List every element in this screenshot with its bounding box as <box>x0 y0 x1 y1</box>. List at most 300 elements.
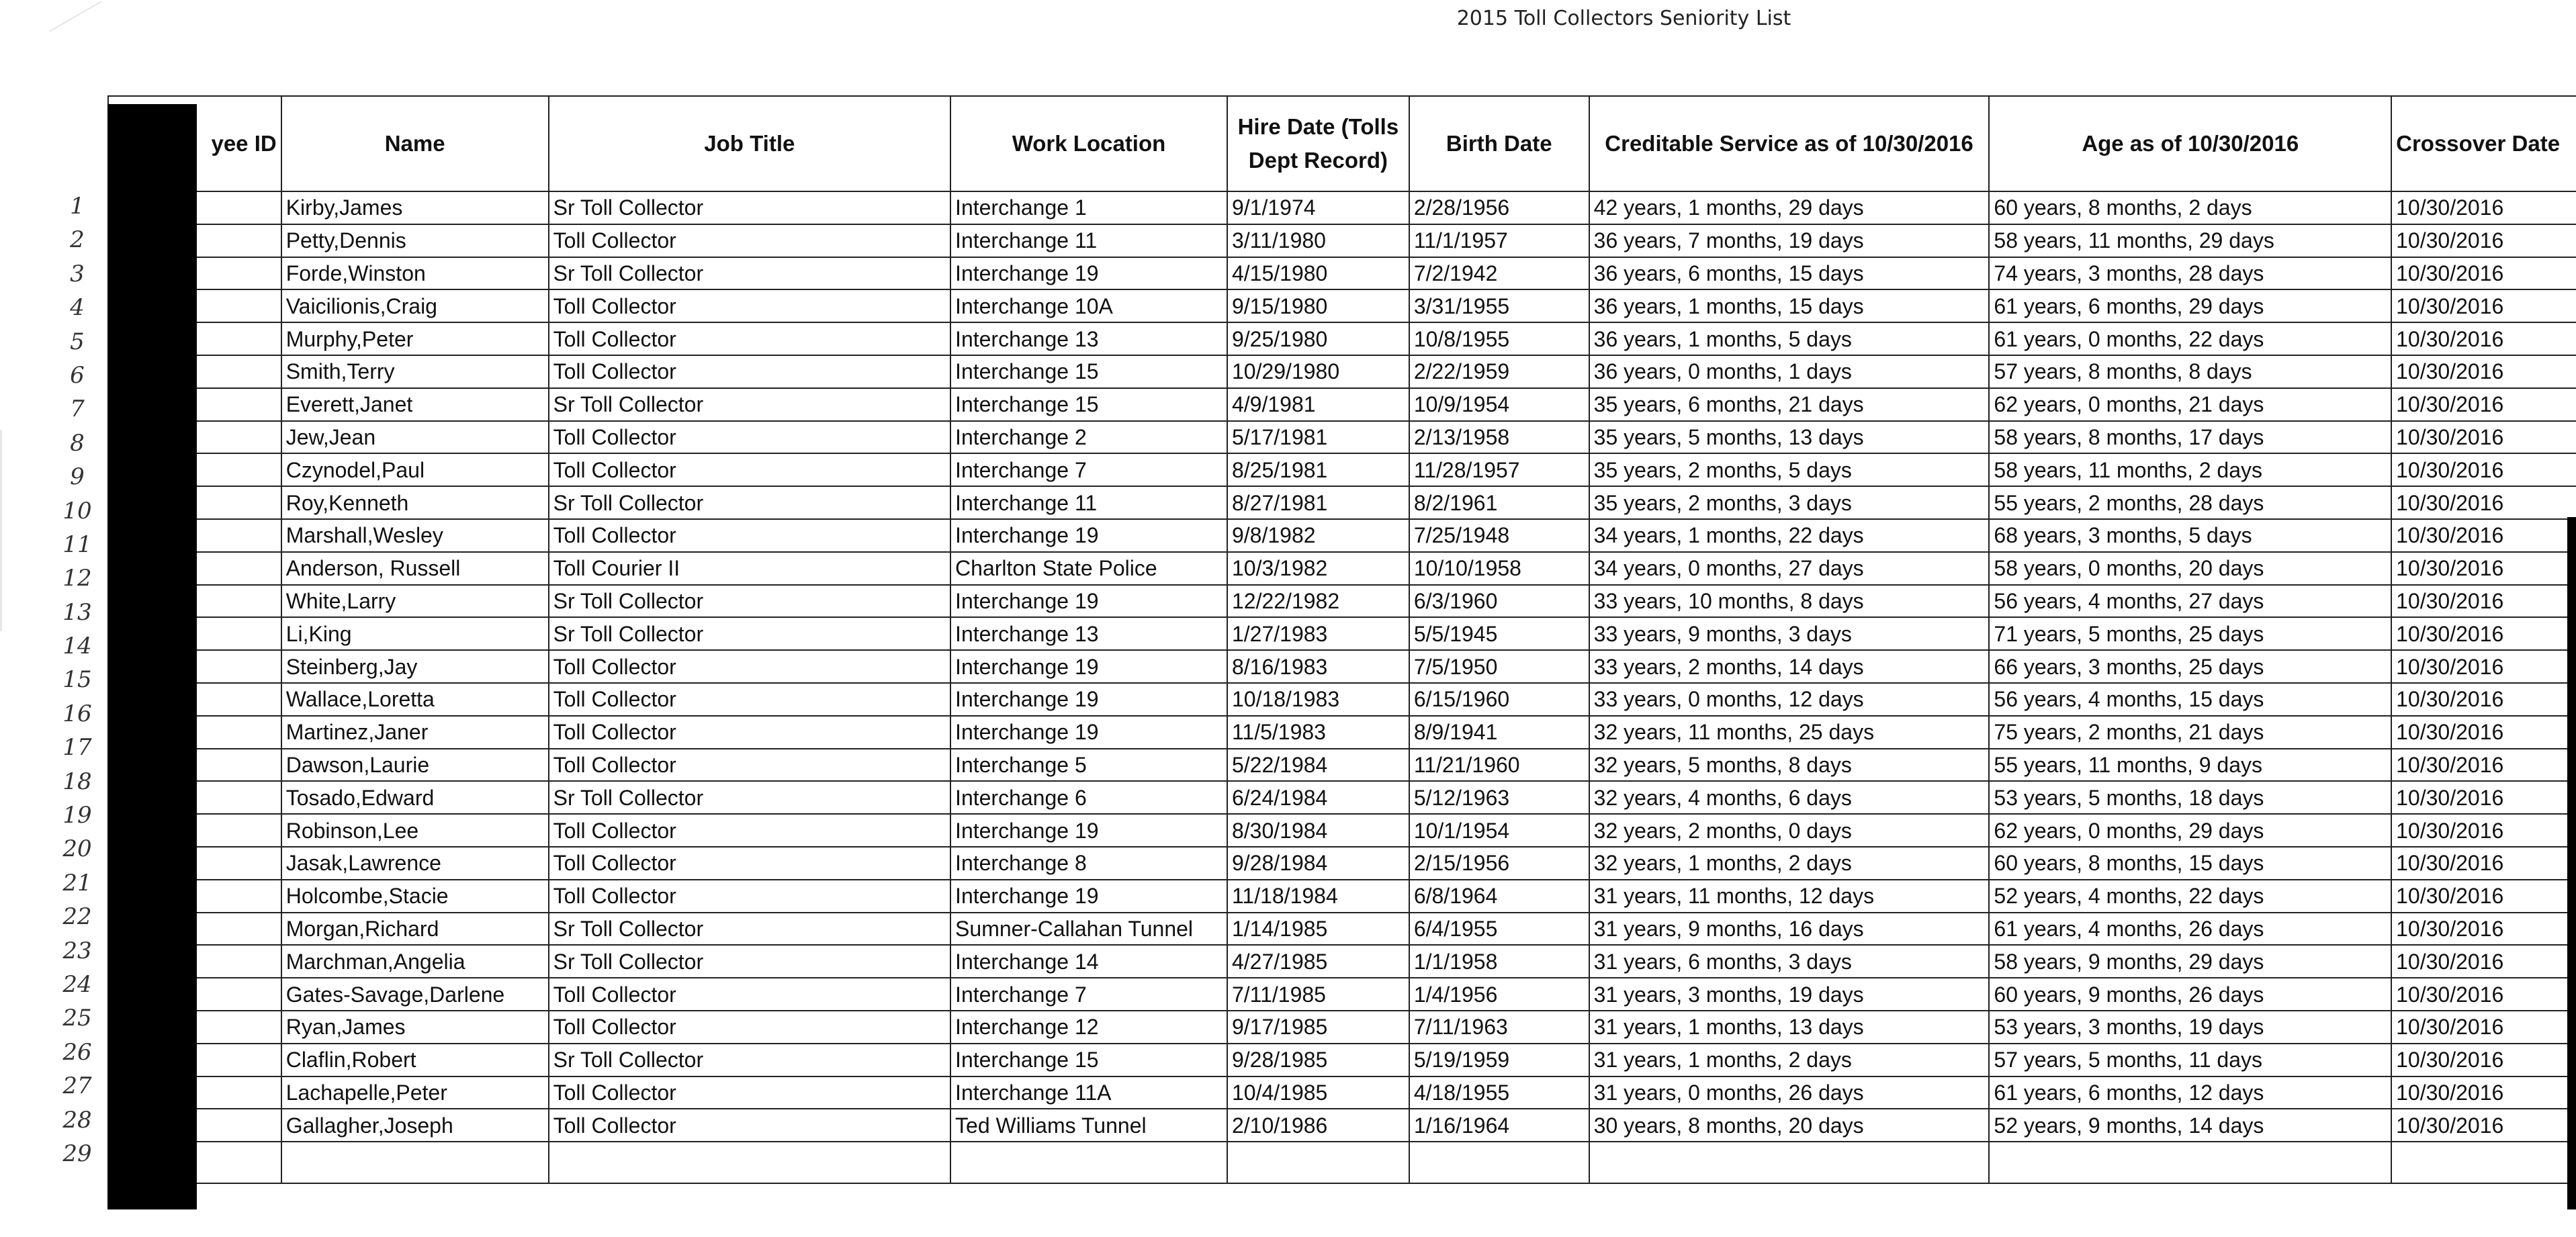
job-title-cell: Toll Collector <box>549 224 950 257</box>
age-cell: 58 years, 0 months, 20 days <box>1989 552 2391 585</box>
hire-date-cell: 8/30/1984 <box>1227 814 1409 847</box>
name-cell: Claflin,Robert <box>281 1044 549 1076</box>
crossover-date-cell: 10/30/2016 <box>2391 355 2576 388</box>
birth-date-cell: 1/1/1958 <box>1409 945 1589 978</box>
name-cell: Anderson, Russell <box>281 552 549 585</box>
crossover-date-cell: 10/30/2016 <box>2391 617 2576 650</box>
table-row <box>108 978 2576 1011</box>
name-cell: Holcombe,Stacie <box>281 880 549 913</box>
work-location-cell: Interchange 19 <box>950 257 1227 290</box>
name-cell: Marchman,Angelia <box>281 945 549 978</box>
handwritten-row-number: 20 <box>62 835 92 863</box>
crossover-date-cell: 10/30/2016 <box>2391 421 2576 454</box>
column-header-name: Name <box>281 96 549 191</box>
hire-date-cell: 8/16/1983 <box>1227 650 1409 683</box>
work-location-cell: Interchange 15 <box>950 1044 1227 1076</box>
table-row <box>108 847 2576 880</box>
creditable-service-cell: 35 years, 2 months, 3 days <box>1589 486 1990 519</box>
job-title-cell: Toll Collector <box>549 716 950 749</box>
work-location-cell: Interchange 10A <box>950 289 1227 322</box>
empty-cell <box>1589 1142 1990 1183</box>
job-title-cell: Sr Toll Collector <box>549 1044 950 1076</box>
birth-date-cell: 6/4/1955 <box>1409 913 1589 946</box>
work-location-cell: Interchange 14 <box>950 945 1227 978</box>
creditable-service-cell: 34 years, 1 months, 22 days <box>1589 519 1990 552</box>
work-location-cell: Charlton State Police <box>950 552 1227 585</box>
handwritten-row-numbers <box>47 189 107 1171</box>
hire-date-cell: 5/22/1984 <box>1227 749 1409 782</box>
table-row <box>108 683 2576 716</box>
table-row <box>108 716 2576 749</box>
crossover-date-cell: 10/30/2016 <box>2391 388 2576 421</box>
birth-date-cell: 8/9/1941 <box>1409 716 1589 749</box>
birth-date-cell: 1/4/1956 <box>1409 978 1589 1011</box>
table-row <box>108 257 2576 290</box>
empty-cell <box>1409 1142 1589 1183</box>
hire-date-cell: 9/28/1985 <box>1227 1044 1409 1076</box>
handwritten-row-number: 13 <box>62 598 92 626</box>
work-location-cell: Interchange 7 <box>950 978 1227 1011</box>
work-location-cell: Interchange 19 <box>950 519 1227 552</box>
hire-date-cell: 1/27/1983 <box>1227 617 1409 650</box>
column-header-birth-date: Birth Date <box>1409 96 1589 191</box>
hire-date-cell: 10/18/1983 <box>1227 683 1409 716</box>
work-location-cell: Interchange 13 <box>950 322 1227 355</box>
column-header-creditable-service: Creditable Service as of 10/30/2016 <box>1589 96 1990 191</box>
age-cell: 61 years, 6 months, 12 days <box>1989 1076 2391 1109</box>
table-row <box>108 486 2576 519</box>
birth-date-cell: 6/15/1960 <box>1409 683 1589 716</box>
name-cell: Dawson,Laurie <box>281 749 549 782</box>
hire-date-cell: 6/24/1984 <box>1227 781 1409 814</box>
handwritten-row-number: 9 <box>70 463 85 491</box>
seniority-table <box>107 95 2576 1184</box>
name-cell: Jew,Jean <box>281 421 549 454</box>
name-cell: Smith,Terry <box>281 355 549 388</box>
empty-cell <box>2391 1142 2576 1183</box>
name-cell: Morgan,Richard <box>281 913 549 946</box>
name-cell: Kirby,James <box>281 191 549 224</box>
birth-date-cell: 11/21/1960 <box>1409 749 1589 782</box>
age-cell: 56 years, 4 months, 15 days <box>1989 683 2391 716</box>
job-title-cell: Sr Toll Collector <box>549 191 950 224</box>
handwritten-row-number: 19 <box>62 802 92 829</box>
name-cell: Steinberg,Jay <box>281 650 549 683</box>
birth-date-cell: 11/28/1957 <box>1409 453 1589 486</box>
job-title-cell: Toll Collector <box>549 880 950 913</box>
creditable-service-cell: 31 years, 1 months, 2 days <box>1589 1044 1990 1076</box>
crossover-date-cell: 10/30/2016 <box>2391 683 2576 716</box>
crossover-date-cell: 10/30/2016 <box>2391 716 2576 749</box>
name-cell: Jasak,Lawrence <box>281 847 549 880</box>
age-cell: 56 years, 4 months, 27 days <box>1989 585 2391 618</box>
creditable-service-cell: 33 years, 9 months, 3 days <box>1589 617 1990 650</box>
age-cell: 58 years, 11 months, 29 days <box>1989 224 2391 257</box>
age-cell: 68 years, 3 months, 5 days <box>1989 519 2391 552</box>
scan-edge-shadow <box>0 430 2 631</box>
crossover-date-cell: 10/30/2016 <box>2391 191 2576 224</box>
creditable-service-cell: 31 years, 0 months, 26 days <box>1589 1076 1990 1109</box>
birth-date-cell: 7/11/1963 <box>1409 1011 1589 1044</box>
job-title-cell: Toll Collector <box>549 650 950 683</box>
hire-date-cell: 9/1/1974 <box>1227 191 1409 224</box>
handwritten-row-number: 5 <box>70 328 85 355</box>
age-cell: 58 years, 8 months, 17 days <box>1989 421 2391 454</box>
age-cell: 74 years, 3 months, 28 days <box>1989 257 2391 290</box>
birth-date-cell: 6/8/1964 <box>1409 880 1589 913</box>
column-header-age: Age as of 10/30/2016 <box>1989 96 2391 191</box>
crossover-date-cell: 10/30/2016 <box>2391 847 2576 880</box>
crossover-date-cell: 10/30/2016 <box>2391 650 2576 683</box>
job-title-cell: Toll Collector <box>549 1011 950 1044</box>
name-cell: Wallace,Loretta <box>281 683 549 716</box>
job-title-cell: Toll Collector <box>549 1109 950 1142</box>
hire-date-cell: 12/22/1982 <box>1227 585 1409 618</box>
name-cell: White,Larry <box>281 585 549 618</box>
handwritten-row-number: 4 <box>70 294 85 322</box>
job-title-cell: Sr Toll Collector <box>549 913 950 946</box>
work-location-cell: Interchange 7 <box>950 453 1227 486</box>
birth-date-cell: 8/2/1961 <box>1409 486 1589 519</box>
crossover-date-cell: 10/30/2016 <box>2391 1011 2576 1044</box>
job-title-cell: Toll Collector <box>549 289 950 322</box>
creditable-service-cell: 35 years, 6 months, 21 days <box>1589 388 1990 421</box>
work-location-cell: Interchange 2 <box>950 421 1227 454</box>
creditable-service-cell: 32 years, 1 months, 2 days <box>1589 847 1990 880</box>
column-header-work-location: Work Location <box>950 96 1227 191</box>
work-location-cell: Interchange 11 <box>950 224 1227 257</box>
crossover-date-cell: 10/30/2016 <box>2391 749 2576 782</box>
job-title-cell: Toll Collector <box>549 847 950 880</box>
creditable-service-cell: 32 years, 2 months, 0 days <box>1589 814 1990 847</box>
creditable-service-cell: 36 years, 1 months, 15 days <box>1589 289 1990 322</box>
creditable-service-cell: 31 years, 6 months, 3 days <box>1589 945 1990 978</box>
job-title-cell: Sr Toll Collector <box>549 388 950 421</box>
age-cell: 58 years, 9 months, 29 days <box>1989 945 2391 978</box>
hire-date-cell: 10/4/1985 <box>1227 1076 1409 1109</box>
name-cell: Lachapelle,Peter <box>281 1076 549 1109</box>
age-cell: 55 years, 11 months, 9 days <box>1989 749 2391 782</box>
hire-date-cell: 11/18/1984 <box>1227 880 1409 913</box>
crossover-date-cell: 10/30/2016 <box>2391 1044 2576 1076</box>
age-cell: 55 years, 2 months, 28 days <box>1989 486 2391 519</box>
handwritten-row-number: 14 <box>62 633 92 660</box>
handwritten-row-number: 2 <box>70 226 85 254</box>
creditable-service-cell: 31 years, 9 months, 16 days <box>1589 913 1990 946</box>
age-cell: 71 years, 5 months, 25 days <box>1989 617 2391 650</box>
work-location-cell: Interchange 19 <box>950 650 1227 683</box>
handwritten-row-number: 18 <box>62 768 92 795</box>
creditable-service-cell: 32 years, 11 months, 25 days <box>1589 716 1990 749</box>
name-cell: Li,King <box>281 617 549 650</box>
column-header-employee-id: yee ID <box>108 96 281 191</box>
crossover-date-cell: 10/30/2016 <box>2391 486 2576 519</box>
table-row <box>108 1109 2576 1142</box>
handwritten-row-number: 8 <box>70 429 85 457</box>
handwritten-row-number: 10 <box>62 497 92 524</box>
table-row <box>108 552 2576 585</box>
work-location-cell: Sumner-Callahan Tunnel <box>950 913 1227 946</box>
hire-date-cell: 10/29/1980 <box>1227 355 1409 388</box>
table-header-row <box>108 96 2576 191</box>
document-title: 2015 Toll Collectors Seniority List <box>1456 7 1791 30</box>
name-cell: Petty,Dennis <box>281 224 549 257</box>
creditable-service-cell: 31 years, 3 months, 19 days <box>1589 978 1990 1011</box>
work-location-cell: Interchange 11 <box>950 486 1227 519</box>
age-cell: 62 years, 0 months, 21 days <box>1989 388 2391 421</box>
job-title-cell: Toll Collector <box>549 322 950 355</box>
job-title-cell: Sr Toll Collector <box>549 781 950 814</box>
empty-cell <box>549 1142 950 1183</box>
creditable-service-cell: 36 years, 6 months, 15 days <box>1589 257 1990 290</box>
hire-date-cell: 9/25/1980 <box>1227 322 1409 355</box>
job-title-cell: Sr Toll Collector <box>549 585 950 618</box>
name-cell: Martinez,Janer <box>281 716 549 749</box>
empty-cell <box>1227 1142 1409 1183</box>
table-row <box>108 1044 2576 1076</box>
hire-date-cell: 9/28/1984 <box>1227 847 1409 880</box>
job-title-cell: Toll Collector <box>549 749 950 782</box>
age-cell: 61 years, 0 months, 22 days <box>1989 322 2391 355</box>
age-cell: 62 years, 0 months, 29 days <box>1989 814 2391 847</box>
hire-date-cell: 9/15/1980 <box>1227 289 1409 322</box>
creditable-service-cell: 33 years, 2 months, 14 days <box>1589 650 1990 683</box>
birth-date-cell: 10/10/1958 <box>1409 552 1589 585</box>
birth-date-cell: 7/25/1948 <box>1409 519 1589 552</box>
work-location-cell: Interchange 19 <box>950 683 1227 716</box>
seniority-table-container <box>107 95 2576 1237</box>
birth-date-cell: 3/31/1955 <box>1409 289 1589 322</box>
birth-date-cell: 5/12/1963 <box>1409 781 1589 814</box>
name-cell: Vaicilionis,Craig <box>281 289 549 322</box>
name-cell: Gates-Savage,Darlene <box>281 978 549 1011</box>
job-title-cell: Sr Toll Collector <box>549 617 950 650</box>
table-row <box>108 814 2576 847</box>
creditable-service-cell: 42 years, 1 months, 29 days <box>1589 191 1990 224</box>
age-cell: 57 years, 5 months, 11 days <box>1989 1044 2391 1076</box>
work-location-cell: Interchange 13 <box>950 617 1227 650</box>
birth-date-cell: 2/13/1958 <box>1409 421 1589 454</box>
work-location-cell: Interchange 5 <box>950 749 1227 782</box>
work-location-cell: Interchange 15 <box>950 388 1227 421</box>
age-cell: 75 years, 2 months, 21 days <box>1989 716 2391 749</box>
job-title-cell: Toll Collector <box>549 814 950 847</box>
job-title-cell: Sr Toll Collector <box>549 945 950 978</box>
crossover-date-cell: 10/30/2016 <box>2391 978 2576 1011</box>
name-cell: Czynodel,Paul <box>281 453 549 486</box>
birth-date-cell: 1/16/1964 <box>1409 1109 1589 1142</box>
table-row <box>108 749 2576 782</box>
age-cell: 60 years, 8 months, 2 days <box>1989 191 2391 224</box>
table-row <box>108 289 2576 322</box>
job-title-cell: Toll Collector <box>549 421 950 454</box>
age-cell: 61 years, 4 months, 26 days <box>1989 913 2391 946</box>
crossover-date-cell: 10/30/2016 <box>2391 945 2576 978</box>
crossover-date-cell: 10/30/2016 <box>2391 224 2576 257</box>
crossover-date-cell: 10/30/2016 <box>2391 1109 2576 1142</box>
handwritten-row-number: 15 <box>62 666 92 694</box>
age-cell: 61 years, 6 months, 29 days <box>1989 289 2391 322</box>
crossover-date-cell: 10/30/2016 <box>2391 519 2576 552</box>
handwritten-row-number: 29 <box>62 1140 92 1167</box>
job-title-cell: Toll Courier II <box>549 552 950 585</box>
crossover-date-cell: 10/30/2016 <box>2391 1076 2576 1109</box>
handwritten-row-number: 24 <box>62 970 92 998</box>
job-title-cell: Toll Collector <box>549 683 950 716</box>
hire-date-cell: 8/25/1981 <box>1227 453 1409 486</box>
creditable-service-cell: 36 years, 0 months, 1 days <box>1589 355 1990 388</box>
creditable-service-cell: 35 years, 2 months, 5 days <box>1589 453 1990 486</box>
job-title-cell: Sr Toll Collector <box>549 257 950 290</box>
crossover-date-cell: 10/30/2016 <box>2391 257 2576 290</box>
name-cell: Murphy,Peter <box>281 322 549 355</box>
hire-date-cell: 5/17/1981 <box>1227 421 1409 454</box>
crossover-date-cell: 10/30/2016 <box>2391 322 2576 355</box>
age-cell: 52 years, 4 months, 22 days <box>1989 880 2391 913</box>
scan-edge-bar <box>2567 517 2576 1209</box>
age-cell: 66 years, 3 months, 25 days <box>1989 650 2391 683</box>
work-location-cell: Interchange 19 <box>950 585 1227 618</box>
birth-date-cell: 11/1/1957 <box>1409 224 1589 257</box>
handwritten-row-number: 28 <box>62 1106 92 1134</box>
work-location-cell: Interchange 6 <box>950 781 1227 814</box>
handwritten-row-number: 6 <box>70 361 85 389</box>
work-location-cell: Interchange 19 <box>950 716 1227 749</box>
creditable-service-cell: 33 years, 0 months, 12 days <box>1589 683 1990 716</box>
work-location-cell: Interchange 19 <box>950 880 1227 913</box>
hire-date-cell: 3/11/1980 <box>1227 224 1409 257</box>
crossover-date-cell: 10/30/2016 <box>2391 880 2576 913</box>
table-row <box>108 421 2576 454</box>
birth-date-cell: 5/19/1959 <box>1409 1044 1589 1076</box>
name-cell: Everett,Janet <box>281 388 549 421</box>
hire-date-cell: 9/17/1985 <box>1227 1011 1409 1044</box>
hire-date-cell: 4/9/1981 <box>1227 388 1409 421</box>
handwritten-row-number: 23 <box>62 937 92 964</box>
handwritten-row-number: 1 <box>70 193 85 220</box>
creditable-service-cell: 34 years, 0 months, 27 days <box>1589 552 1990 585</box>
column-header-job-title: Job Title <box>549 96 950 191</box>
job-title-cell: Toll Collector <box>549 453 950 486</box>
creditable-service-cell: 32 years, 5 months, 8 days <box>1589 749 1990 782</box>
crossover-date-cell: 10/30/2016 <box>2391 552 2576 585</box>
name-cell: Roy,Kenneth <box>281 486 549 519</box>
birth-date-cell: 10/1/1954 <box>1409 814 1589 847</box>
age-cell: 60 years, 9 months, 26 days <box>1989 978 2391 1011</box>
job-title-cell: Toll Collector <box>549 355 950 388</box>
birth-date-cell: 5/5/1945 <box>1409 617 1589 650</box>
creditable-service-cell: 32 years, 4 months, 6 days <box>1589 781 1990 814</box>
name-cell: Forde,Winston <box>281 257 549 290</box>
redaction-bar <box>107 104 197 1209</box>
creditable-service-cell: 31 years, 1 months, 13 days <box>1589 1011 1990 1044</box>
birth-date-cell: 7/5/1950 <box>1409 650 1589 683</box>
age-cell: 60 years, 8 months, 15 days <box>1989 847 2391 880</box>
handwritten-row-number: 27 <box>62 1072 92 1100</box>
hire-date-cell: 4/15/1980 <box>1227 257 1409 290</box>
handwritten-row-number: 11 <box>62 531 92 558</box>
age-cell: 53 years, 5 months, 18 days <box>1989 781 2391 814</box>
handwritten-row-number: 3 <box>70 260 85 287</box>
job-title-cell: Sr Toll Collector <box>549 486 950 519</box>
crossover-date-cell: 10/30/2016 <box>2391 781 2576 814</box>
hire-date-cell: 4/27/1985 <box>1227 945 1409 978</box>
table-row <box>108 388 2576 421</box>
work-location-cell: Interchange 8 <box>950 847 1227 880</box>
hire-date-cell: 7/11/1985 <box>1227 978 1409 1011</box>
work-location-cell: Interchange 1 <box>950 191 1227 224</box>
table-body <box>108 191 2576 1183</box>
age-cell: 53 years, 3 months, 19 days <box>1989 1011 2391 1044</box>
hire-date-cell: 9/8/1982 <box>1227 519 1409 552</box>
table-row <box>108 355 2576 388</box>
job-title-cell: Toll Collector <box>549 519 950 552</box>
work-location-cell: Interchange 15 <box>950 355 1227 388</box>
handwritten-row-number: 22 <box>62 903 92 931</box>
creditable-service-cell: 33 years, 10 months, 8 days <box>1589 585 1990 618</box>
crossover-date-cell: 10/30/2016 <box>2391 814 2576 847</box>
hire-date-cell: 1/14/1985 <box>1227 913 1409 946</box>
name-cell: Robinson,Lee <box>281 814 549 847</box>
crossover-date-cell: 10/30/2016 <box>2391 289 2576 322</box>
table-row <box>108 1011 2576 1044</box>
birth-date-cell: 2/22/1959 <box>1409 355 1589 388</box>
empty-cell <box>1989 1142 2391 1183</box>
birth-date-cell: 2/15/1956 <box>1409 847 1589 880</box>
table-row <box>108 781 2576 814</box>
table-row <box>108 913 2576 946</box>
birth-date-cell: 10/8/1955 <box>1409 322 1589 355</box>
table-row <box>108 322 2576 355</box>
crossover-date-cell: 10/30/2016 <box>2391 453 2576 486</box>
creditable-service-cell: 30 years, 8 months, 20 days <box>1589 1109 1990 1142</box>
table-row <box>108 617 2576 650</box>
table-row <box>108 191 2576 224</box>
birth-date-cell: 2/28/1956 <box>1409 191 1589 224</box>
job-title-cell: Toll Collector <box>549 978 950 1011</box>
work-location-cell: Ted Williams Tunnel <box>950 1109 1227 1142</box>
work-location-cell: Interchange 19 <box>950 814 1227 847</box>
hire-date-cell: 2/10/1986 <box>1227 1109 1409 1142</box>
table-row <box>108 945 2576 978</box>
handwritten-row-number: 12 <box>62 565 92 592</box>
table-row <box>108 880 2576 913</box>
work-location-cell: Interchange 12 <box>950 1011 1227 1044</box>
age-cell: 52 years, 9 months, 14 days <box>1989 1109 2391 1142</box>
handwritten-row-number: 7 <box>70 396 85 423</box>
crossover-date-cell: 10/30/2016 <box>2391 913 2576 946</box>
table-row <box>108 1076 2576 1109</box>
handwritten-row-number: 26 <box>62 1038 92 1066</box>
creditable-service-cell: 31 years, 11 months, 12 days <box>1589 880 1990 913</box>
hire-date-cell: 11/5/1983 <box>1227 716 1409 749</box>
table-row <box>108 650 2576 683</box>
handwritten-row-number: 25 <box>62 1005 92 1032</box>
crossover-date-cell: 10/30/2016 <box>2391 585 2576 618</box>
empty-cell <box>950 1142 1227 1183</box>
creditable-service-cell: 36 years, 1 months, 5 days <box>1589 322 1990 355</box>
work-location-cell: Interchange 11A <box>950 1076 1227 1109</box>
creditable-service-cell: 35 years, 5 months, 13 days <box>1589 421 1990 454</box>
job-title-cell: Toll Collector <box>549 1076 950 1109</box>
birth-date-cell: 4/18/1955 <box>1409 1076 1589 1109</box>
table-row <box>108 519 2576 552</box>
empty-cell <box>281 1142 549 1183</box>
hire-date-cell: 8/27/1981 <box>1227 486 1409 519</box>
name-cell: Tosado,Edward <box>281 781 549 814</box>
name-cell: Marshall,Wesley <box>281 519 549 552</box>
table-row <box>108 224 2576 257</box>
